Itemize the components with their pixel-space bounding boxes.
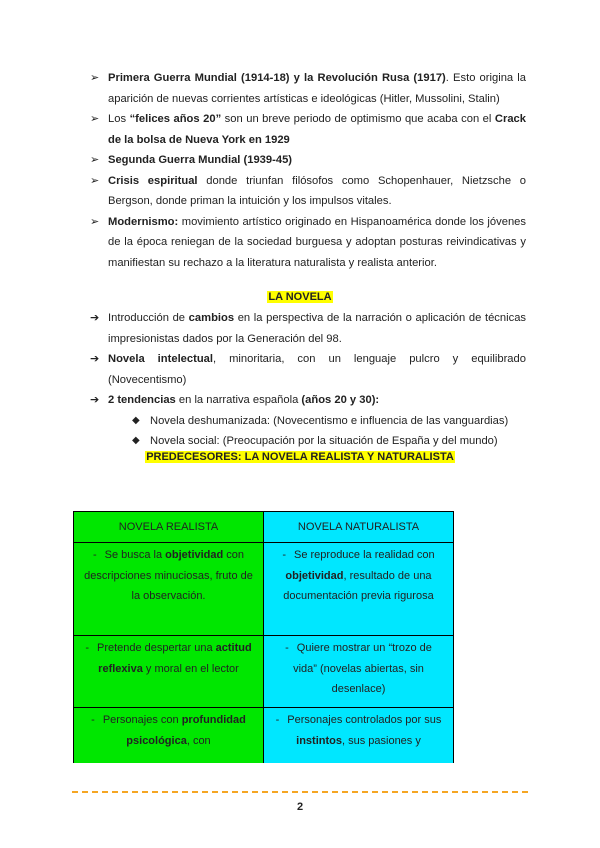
text-segment: Modernismo: <box>108 215 179 228</box>
cell-dash: - <box>91 714 95 726</box>
text-segment: Los <box>108 113 130 125</box>
sub-item-text: Novela deshumanizada: (Novecentismo e influencia de las vanguardias) <box>150 414 509 427</box>
table-cell-naturalista <box>264 543 454 636</box>
text-segment: Introducción de <box>108 312 189 324</box>
cell-dash: - <box>285 642 289 654</box>
text-segment: Primera Guerra Mundial (1914-18) y la Revolución Rusa (1917) <box>108 72 446 84</box>
table-header-row <box>74 512 454 543</box>
text-segment: movimiento artístico originado en Hispanoamérica donde los jóvenes de la época reniegan de la sociedad burguesa y adoptan posturas reivindicativas y manifiestan su rechazo a la literatura naturalista y realista anterior. <box>108 215 526 269</box>
table-cell-realista <box>74 636 264 708</box>
table-row <box>74 708 454 763</box>
arrowhead-bullet-icon: ➢ <box>90 72 100 84</box>
section-heading-text: LA NOVELA <box>268 291 332 303</box>
footer-dashed-divider <box>72 791 528 793</box>
text-segment: , con <box>186 734 211 747</box>
bullet-item <box>90 109 526 150</box>
text-segment: , minoritaria, con un lenguaje pulcro y equilibrado (Novecentismo) <box>108 353 526 386</box>
text-segment: Crack de la bolsa de Nueva York en 1929 <box>108 113 527 146</box>
right-arrow-icon: ➔ <box>90 353 100 365</box>
text-segment: con descripciones minuciosas, fruto de la observación. <box>84 549 253 602</box>
arrow-item-text <box>108 312 526 345</box>
right-arrow-icon: ➔ <box>90 312 100 324</box>
table-cell-realista <box>74 708 264 763</box>
table-cell-naturalista <box>264 636 454 708</box>
cell-text <box>84 549 253 602</box>
diamond-bullet-icon: ◆ <box>132 414 140 426</box>
bullet-item <box>90 171 526 212</box>
text-segment: Crisis espiritual <box>108 174 198 187</box>
text-segment: donde triunfan filósofos como Schopenhauer, Nietzsche o Bergson, donde priman la intuición y los impulsos vitales. <box>108 174 526 207</box>
page-number: 2 <box>296 801 304 813</box>
text-segment: Personajes controlados por sus <box>287 714 442 726</box>
cell-text <box>97 642 252 675</box>
tendencias-sublist <box>108 411 526 452</box>
cell-text <box>283 549 434 602</box>
cell-dash: - <box>92 549 97 561</box>
text-segment: actitud reflexiva <box>98 642 252 675</box>
arrow-item <box>90 349 526 390</box>
text-segment: Quiere mostrar un “trozo de vida” (novelas abiertas, sin desenlace) <box>293 642 432 695</box>
comparison-table <box>73 511 454 763</box>
text-segment: “felices años 20” <box>129 113 222 125</box>
arrow-item <box>90 390 526 452</box>
bullet-text <box>108 175 526 208</box>
bullet-item <box>90 212 526 274</box>
bullet-item <box>90 68 526 109</box>
cell-dash: - <box>282 549 286 561</box>
header-novela-naturalista: NOVELA NATURALISTA <box>264 512 454 543</box>
table-row <box>74 636 454 708</box>
arrow-item-text <box>108 353 526 386</box>
text-segment: Se reproduce la realidad con <box>294 549 435 561</box>
table-cell-realista <box>74 543 264 636</box>
text-segment: objetividad <box>165 549 224 561</box>
text-segment: (años 20 y 30): <box>301 394 380 406</box>
bullet-item <box>90 150 526 171</box>
bullet-text <box>108 154 292 166</box>
bullet-text <box>108 216 526 269</box>
table-cell-naturalista <box>264 708 454 763</box>
diamond-bullet-icon: ◆ <box>132 435 140 446</box>
cell-text <box>293 642 432 695</box>
right-arrow-icon: ➔ <box>90 394 100 406</box>
arrowhead-bullet-icon: ➢ <box>90 215 100 228</box>
text-segment: , resultado de una documentación previa rigurosa <box>283 569 434 602</box>
context-bullet-list <box>90 68 526 273</box>
text-segment: y moral en el lector <box>142 662 239 675</box>
text-segment: son un breve periodo de optimismo que acaba con el <box>221 113 495 125</box>
cell-text <box>287 714 441 747</box>
bullet-text <box>108 113 526 146</box>
novela-arrow-list <box>90 308 526 452</box>
cell-dash: - <box>275 714 280 726</box>
header-novela-realista: NOVELA REALISTA <box>74 512 264 543</box>
text-segment: , sus pasiones y <box>341 734 421 747</box>
text-segment: Segunda Guerra Mundial (1939-45) <box>108 154 293 166</box>
text-segment: profundidad psicológica <box>126 714 246 747</box>
bullet-text <box>108 72 526 105</box>
sub-item <box>132 411 526 432</box>
section-heading-text: PREDECESORES: LA NOVELA REALISTA Y NATURALISTA <box>146 451 454 463</box>
sub-item <box>132 431 526 452</box>
section-heading-predecesores <box>0 451 600 463</box>
text-segment: Novela intelectual <box>108 353 214 365</box>
text-segment: Personajes con <box>102 714 182 726</box>
text-segment: en la narrativa española <box>175 394 302 406</box>
arrowhead-bullet-icon: ➢ <box>90 113 100 125</box>
arrowhead-bullet-icon: ➢ <box>90 154 100 166</box>
text-segment: cambios <box>188 312 235 324</box>
arrowhead-bullet-icon: ➢ <box>90 174 100 187</box>
text-segment: en la perspectiva de la narración o aplicación de técnicas impresionistas dados por la Generación del 98. <box>108 312 527 345</box>
text-segment: Se busca la <box>104 549 166 561</box>
text-segment: objetividad <box>285 569 344 582</box>
arrow-item <box>90 308 526 349</box>
text-segment: 2 tendencias <box>108 394 176 406</box>
table-row <box>74 543 454 636</box>
section-heading-novela <box>0 291 600 303</box>
arrow-item-text <box>108 394 379 406</box>
text-segment: instintos <box>296 734 342 747</box>
text-segment: Pretende despertar una <box>96 642 216 654</box>
cell-text <box>103 714 246 747</box>
sub-item-text: Novela social: (Preocupación por la situación de España y del mundo) <box>150 435 498 447</box>
cell-dash: - <box>85 642 89 654</box>
text-segment: . Esto origina la aparición de nuevas corrientes artísticas e ideológicas (Hitler, Mussolini, Stalin) <box>108 72 526 105</box>
